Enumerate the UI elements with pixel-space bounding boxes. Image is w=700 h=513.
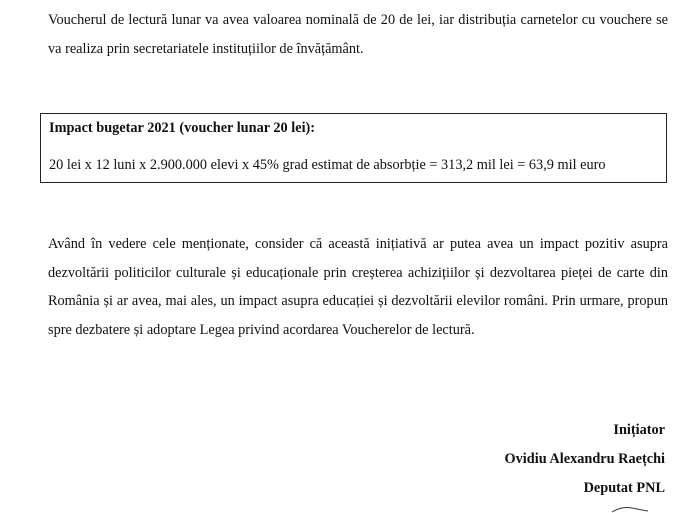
budget-impact-title: Impact bugetar 2021 (voucher lunar 20 lei): — [49, 120, 316, 136]
paragraph-voucher-value: Voucherul de lectură lunar va avea valoarea nominală de 20 de lei, iar distribuția carnetelor cu vouchere se va realiza prin secretariatele instituțiilor de învățământ. — [48, 12, 668, 57]
signature-scribble-icon — [610, 505, 650, 513]
budget-impact-box — [40, 113, 667, 183]
budget-impact-calculation: 20 lei x 12 luni x 2.900.000 elevi x 45% grad estimat de absorbție = 313,2 mil lei = 63,9 mil euro — [49, 157, 606, 173]
signature-title: Deputat PNL — [583, 480, 665, 496]
signature-name: Ovidiu Alexandru Raețchi — [504, 451, 665, 467]
signature-role: Inițiator — [613, 422, 665, 438]
paragraph-conclusion: Având în vedere cele menționate, consider că această inițiativă ar putea avea un impact pozitiv asupra dezvoltării politicilor culturale și educaționale prin creșterea achizițiilor și dezvoltarea pieței de carte din România și ar avea, mai ales, un impact asupra educației și dezvoltării elevilor români. Prin urmare, propun spre dezbatere și adoptare Legea privind acordarea Voucherelor de lectură. — [48, 236, 668, 338]
